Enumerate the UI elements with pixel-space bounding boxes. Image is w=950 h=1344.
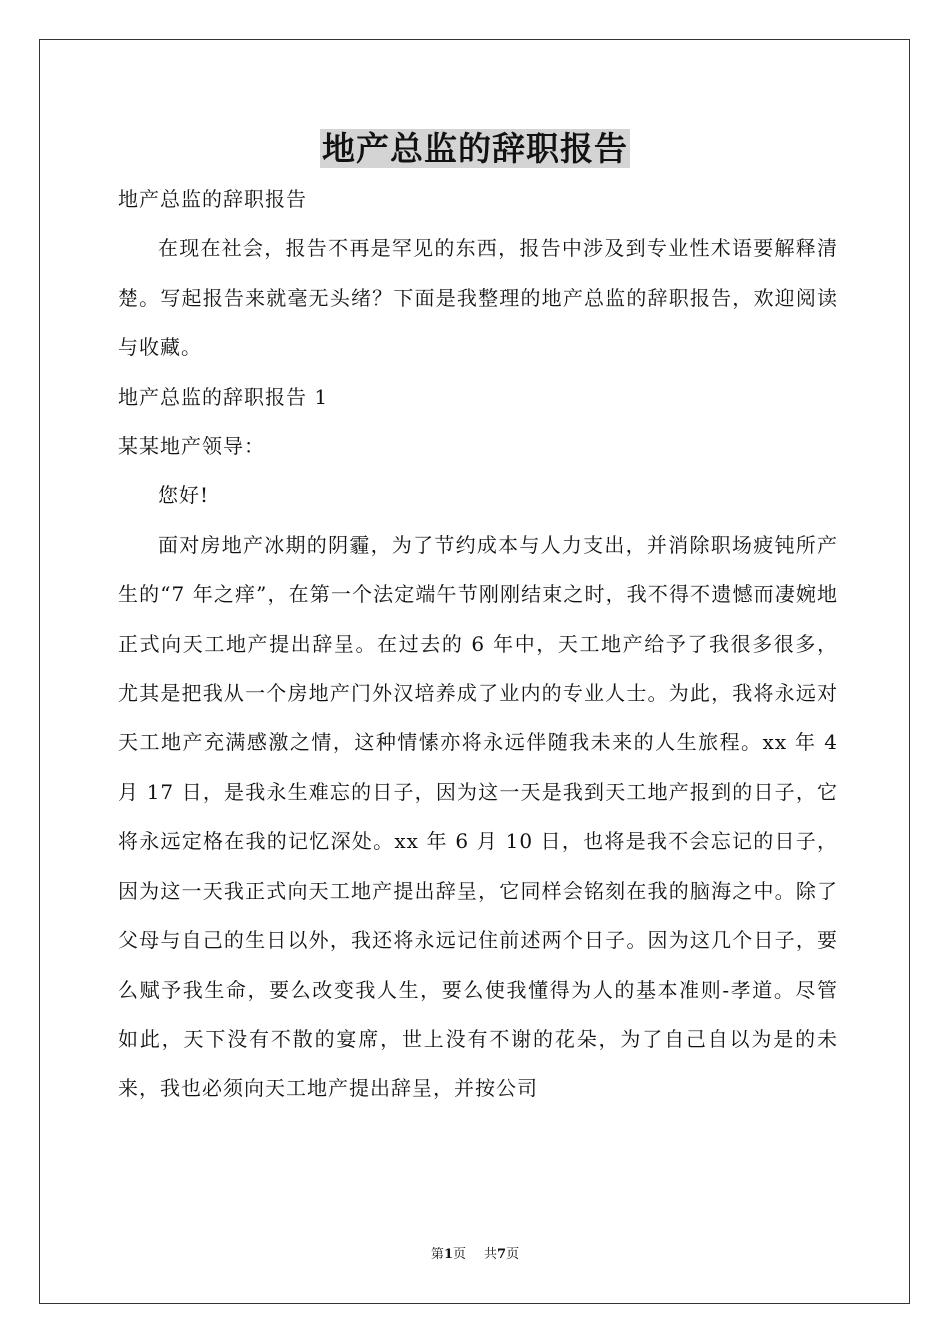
document-title-text: 地产总监的辞职报告 bbox=[322, 129, 628, 168]
section-heading: 地产总监的辞职报告 1 bbox=[118, 384, 329, 409]
body-paragraph: 面对房地产冰期的阴霾，为了节约成本与人力支出，并消除职场疲钝所产生的“7 年之痒”，在第一个法定端午节刚刚结束之时，我不得不遗憾而凄婉地正式向天工地产提出辞呈。在过去的 6 年中，天工地产给予了我很多很多，尤其是把我从一个房地产门外汉培养成了业内的专业人士。为此，我将永远对天工地产充满感激之情，这种情愫亦将永远伴随我未来的人生旅程。xx 年 4 月 17 日，是我永生难忘的日子，因为这一天是我到天工地产报到的日子，它将永远定格在我的记忆深处。xx 年 6 月 10 日，也将是我不会忘记的日子，因为这一天我正式向天工地产提出辞呈，它同样会铭刻在我的脑海之中。除了父母与自己的生日以外，我还将永远记住前述两个日子。因为这几个日子，要么赋予我生命，要么改变我人生，要么使我懂得为人的基本准则-孝道。尽管如此，天下没有不散的宴席，世上没有不谢的花朵，为了自己自以为是的未来，我也必须向天工地产提出辞呈，并按公司 bbox=[118, 532, 838, 1101]
intro-paragraph: 在现在社会，报告不再是罕见的东西，报告中涉及到专业性术语要解释清楚。写起报告来就毫无头绪？下面是我整理的地产总监的辞职报告，欢迎阅读与收藏。 bbox=[118, 236, 838, 360]
greeting: 您好! bbox=[158, 483, 210, 508]
total-label: 页 bbox=[506, 1247, 520, 1262]
page-label: 页 bbox=[452, 1247, 466, 1262]
document-title bbox=[0, 126, 950, 172]
total-prefix: 共 bbox=[484, 1247, 498, 1262]
document-body bbox=[118, 175, 838, 1114]
page-prefix: 第 bbox=[430, 1247, 444, 1262]
page-current: 1 bbox=[443, 1247, 453, 1262]
salutation: 某某地产领导： bbox=[118, 434, 265, 459]
document-subtitle: 地产总监的辞职报告 bbox=[118, 187, 307, 211]
page-footer bbox=[0, 1246, 950, 1264]
page-total: 7 bbox=[497, 1247, 507, 1262]
